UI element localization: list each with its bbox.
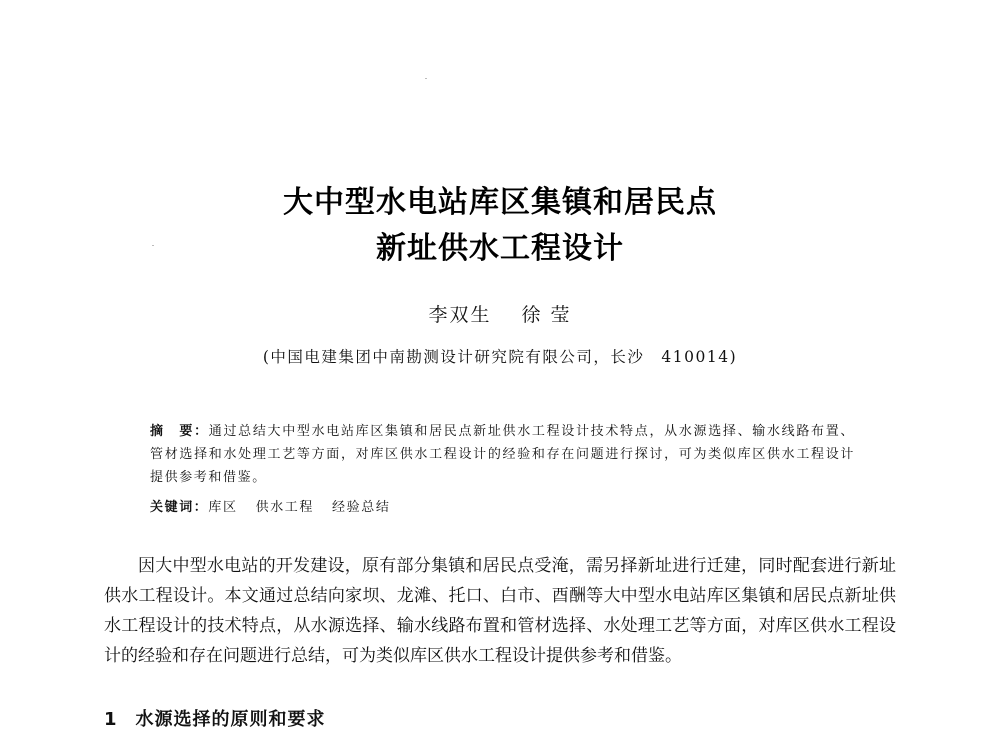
keyword: 供水工程	[255, 500, 315, 515]
affiliation: (中国电建集团中南勘测设计研究院有限公司，长沙 410014)	[262, 348, 738, 366]
author-2: 徐 莹	[521, 304, 572, 326]
scan-speck	[425, 78, 427, 79]
paper-title	[0, 180, 1000, 272]
section-title: 水源选择的原则和要求	[135, 709, 326, 730]
section-number: 1	[104, 709, 118, 730]
keyword: 经验总结	[332, 500, 391, 515]
abstract	[150, 420, 855, 489]
section-heading	[104, 705, 326, 731]
keywords	[150, 496, 855, 515]
title-line-1: 大中型水电站库区集镇和居民点	[283, 185, 717, 220]
abstract-label: 摘 要：	[150, 424, 209, 439]
author-1: 李双生	[428, 304, 492, 326]
keywords-label: 关键词：	[150, 500, 209, 515]
keyword: 库区	[208, 500, 238, 515]
abstract-text: 通过总结大中型水电站库区集镇和居民点新址供水工程设计技术特点，从水源选择、输水线路布置、管材选择和水处理工艺等方面，对库区供水工程设计的经验和存在问题进行探讨，可为类似库区供水工程设计提供参考和借鉴。	[150, 424, 855, 485]
body-paragraph: 因大中型水电站的开发建设，原有部分集镇和居民点受淹，需另择新址进行迁建，同时配套进行新址供水工程设计。本文通过总结向家坝、龙滩、托口、白市、酉酬等大中型水电站库区集镇和居民点新址供水工程设计的技术特点，从水源选择、输水线路布置和管材选择、水处理工艺等方面，对库区供水工程设计的经验和存在问题进行总结，可为类似库区供水工程设计提供参考和借鉴。	[104, 556, 896, 666]
author-list	[0, 300, 1000, 327]
title-line-2: 新址供水工程设计	[376, 231, 624, 266]
